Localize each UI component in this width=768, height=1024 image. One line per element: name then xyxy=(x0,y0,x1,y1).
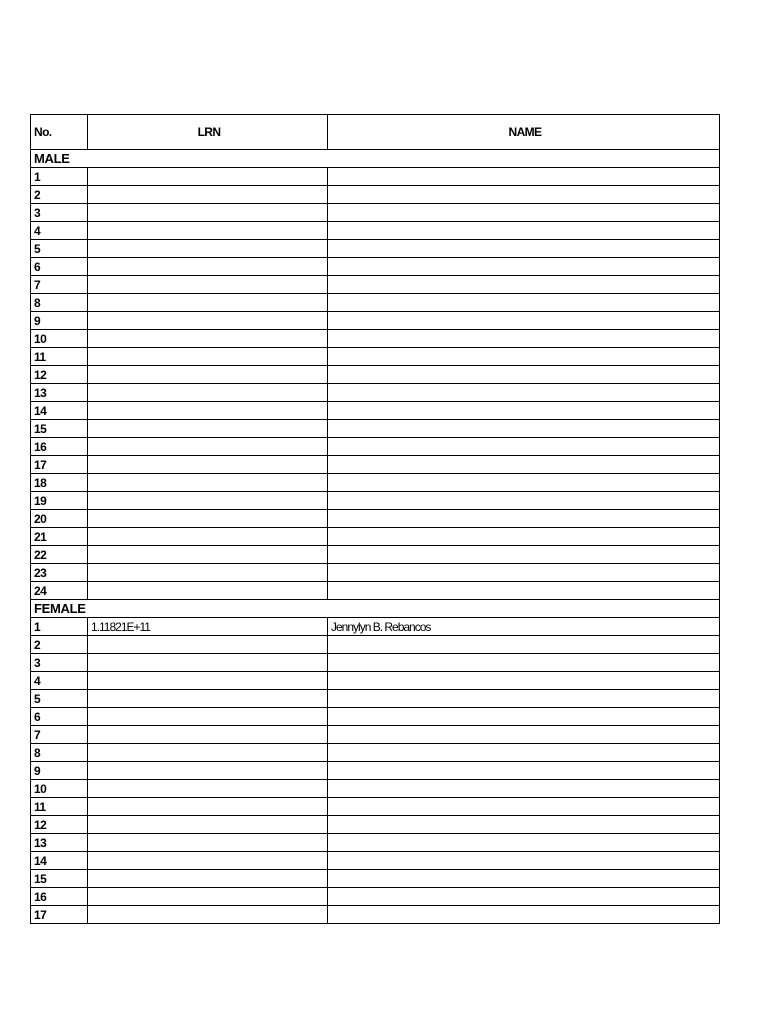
row-number: 1 xyxy=(31,618,88,636)
table-row xyxy=(31,276,720,294)
name-cell xyxy=(328,744,720,762)
lrn-cell xyxy=(88,672,328,690)
lrn-cell xyxy=(88,582,328,600)
table-row xyxy=(31,510,720,528)
row-number: 14 xyxy=(31,852,88,870)
name-cell xyxy=(328,654,720,672)
table-row xyxy=(31,492,720,510)
section-header-row xyxy=(31,600,720,618)
table-row xyxy=(31,618,720,636)
row-number: 14 xyxy=(31,402,88,420)
lrn-cell xyxy=(88,780,328,798)
table-row xyxy=(31,564,720,582)
row-number: 4 xyxy=(31,222,88,240)
lrn-cell xyxy=(88,834,328,852)
name-cell xyxy=(328,852,720,870)
table-row xyxy=(31,204,720,222)
lrn-cell: 1.11821E+11 xyxy=(88,618,328,636)
name-cell xyxy=(328,204,720,222)
table-row xyxy=(31,672,720,690)
name-cell xyxy=(328,312,720,330)
lrn-cell xyxy=(88,888,328,906)
name-cell xyxy=(328,474,720,492)
lrn-cell xyxy=(88,276,328,294)
table-row xyxy=(31,726,720,744)
table-row xyxy=(31,438,720,456)
table-row xyxy=(31,762,720,780)
table-row xyxy=(31,816,720,834)
lrn-cell xyxy=(88,402,328,420)
section-header-row xyxy=(31,150,720,168)
name-cell xyxy=(328,870,720,888)
name-cell xyxy=(328,546,720,564)
lrn-cell xyxy=(88,366,328,384)
lrn-cell xyxy=(88,492,328,510)
name-cell xyxy=(328,222,720,240)
name-cell xyxy=(328,690,720,708)
name-cell xyxy=(328,294,720,312)
name-cell xyxy=(328,456,720,474)
lrn-cell xyxy=(88,348,328,366)
table-row xyxy=(31,222,720,240)
table-row xyxy=(31,384,720,402)
table-row xyxy=(31,402,720,420)
name-cell xyxy=(328,510,720,528)
row-number: 2 xyxy=(31,636,88,654)
row-number: 8 xyxy=(31,294,88,312)
table-row xyxy=(31,186,720,204)
class-list-table xyxy=(30,114,720,924)
table-row xyxy=(31,366,720,384)
lrn-cell xyxy=(88,222,328,240)
row-number: 15 xyxy=(31,870,88,888)
name-cell xyxy=(328,438,720,456)
lrn-cell xyxy=(88,654,328,672)
table-row xyxy=(31,636,720,654)
name-cell xyxy=(328,834,720,852)
row-number: 20 xyxy=(31,510,88,528)
table-row xyxy=(31,852,720,870)
name-cell xyxy=(328,420,720,438)
row-number: 6 xyxy=(31,258,88,276)
lrn-cell xyxy=(88,744,328,762)
lrn-cell xyxy=(88,690,328,708)
name-cell xyxy=(328,636,720,654)
row-number: 9 xyxy=(31,762,88,780)
name-cell xyxy=(328,276,720,294)
name-cell xyxy=(328,708,720,726)
name-cell: Jennylyn B. Rebancos xyxy=(328,618,720,636)
row-number: 8 xyxy=(31,744,88,762)
name-cell xyxy=(328,402,720,420)
name-cell xyxy=(328,780,720,798)
lrn-cell xyxy=(88,168,328,186)
lrn-cell xyxy=(88,186,328,204)
row-number: 23 xyxy=(31,564,88,582)
name-cell xyxy=(328,186,720,204)
table-row xyxy=(31,582,720,600)
lrn-cell xyxy=(88,258,328,276)
table-row xyxy=(31,546,720,564)
name-cell xyxy=(328,816,720,834)
lrn-cell xyxy=(88,564,328,582)
table-row xyxy=(31,258,720,276)
lrn-cell xyxy=(88,438,328,456)
row-number: 17 xyxy=(31,906,88,924)
row-number: 22 xyxy=(31,546,88,564)
table-row xyxy=(31,870,720,888)
table-row xyxy=(31,294,720,312)
lrn-cell xyxy=(88,294,328,312)
row-number: 16 xyxy=(31,888,88,906)
row-number: 5 xyxy=(31,690,88,708)
row-number: 24 xyxy=(31,582,88,600)
table-row xyxy=(31,330,720,348)
lrn-cell xyxy=(88,708,328,726)
name-cell xyxy=(328,240,720,258)
lrn-cell xyxy=(88,762,328,780)
table-row xyxy=(31,474,720,492)
table-row xyxy=(31,168,720,186)
lrn-cell xyxy=(88,330,328,348)
table-row xyxy=(31,654,720,672)
lrn-cell xyxy=(88,636,328,654)
row-number: 12 xyxy=(31,366,88,384)
name-cell xyxy=(328,762,720,780)
row-number: 10 xyxy=(31,330,88,348)
table-row xyxy=(31,348,720,366)
row-number: 12 xyxy=(31,816,88,834)
section-title: FEMALE xyxy=(31,600,720,618)
name-cell xyxy=(328,528,720,546)
lrn-cell xyxy=(88,546,328,564)
row-number: 21 xyxy=(31,528,88,546)
name-cell xyxy=(328,348,720,366)
name-cell xyxy=(328,258,720,276)
row-number: 3 xyxy=(31,204,88,222)
row-number: 16 xyxy=(31,438,88,456)
lrn-cell xyxy=(88,726,328,744)
lrn-cell xyxy=(88,474,328,492)
row-number: 19 xyxy=(31,492,88,510)
row-number: 18 xyxy=(31,474,88,492)
header-name: NAME xyxy=(328,115,720,150)
lrn-cell xyxy=(88,204,328,222)
header-row xyxy=(31,115,720,150)
section-title: MALE xyxy=(31,150,720,168)
name-cell xyxy=(328,492,720,510)
lrn-cell xyxy=(88,852,328,870)
lrn-cell xyxy=(88,870,328,888)
row-number: 13 xyxy=(31,834,88,852)
table-row xyxy=(31,834,720,852)
lrn-cell xyxy=(88,528,328,546)
lrn-cell xyxy=(88,240,328,258)
table-row xyxy=(31,888,720,906)
row-number: 5 xyxy=(31,240,88,258)
table-row xyxy=(31,780,720,798)
table-row xyxy=(31,906,720,924)
name-cell xyxy=(328,672,720,690)
name-cell xyxy=(328,888,720,906)
lrn-cell xyxy=(88,384,328,402)
table-row xyxy=(31,312,720,330)
header-no: No. xyxy=(31,115,88,150)
table-body xyxy=(31,150,720,924)
row-number: 4 xyxy=(31,672,88,690)
lrn-cell xyxy=(88,510,328,528)
name-cell xyxy=(328,564,720,582)
table-row xyxy=(31,528,720,546)
name-cell xyxy=(328,330,720,348)
row-number: 7 xyxy=(31,276,88,294)
lrn-cell xyxy=(88,312,328,330)
table-row xyxy=(31,456,720,474)
lrn-cell xyxy=(88,798,328,816)
lrn-cell xyxy=(88,816,328,834)
table-row xyxy=(31,708,720,726)
table-row xyxy=(31,744,720,762)
name-cell xyxy=(328,726,720,744)
row-number: 15 xyxy=(31,420,88,438)
lrn-cell xyxy=(88,906,328,924)
header-lrn: LRN xyxy=(88,115,328,150)
table-row xyxy=(31,420,720,438)
name-cell xyxy=(328,366,720,384)
row-number: 13 xyxy=(31,384,88,402)
name-cell xyxy=(328,384,720,402)
table-row xyxy=(31,690,720,708)
table-row xyxy=(31,240,720,258)
name-cell xyxy=(328,168,720,186)
lrn-cell xyxy=(88,420,328,438)
lrn-cell xyxy=(88,456,328,474)
name-cell xyxy=(328,906,720,924)
row-number: 7 xyxy=(31,726,88,744)
row-number: 11 xyxy=(31,348,88,366)
row-number: 11 xyxy=(31,798,88,816)
row-number: 3 xyxy=(31,654,88,672)
row-number: 1 xyxy=(31,168,88,186)
row-number: 17 xyxy=(31,456,88,474)
row-number: 2 xyxy=(31,186,88,204)
table-row xyxy=(31,798,720,816)
name-cell xyxy=(328,582,720,600)
row-number: 10 xyxy=(31,780,88,798)
row-number: 9 xyxy=(31,312,88,330)
row-number: 6 xyxy=(31,708,88,726)
name-cell xyxy=(328,798,720,816)
